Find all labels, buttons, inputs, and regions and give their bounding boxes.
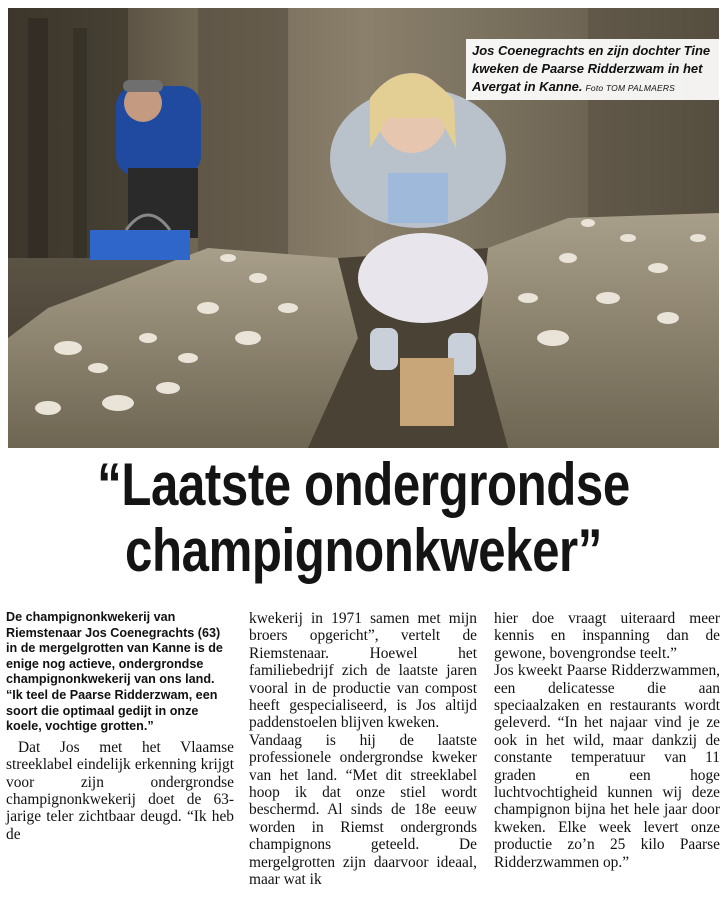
article-column-1 xyxy=(6,610,234,843)
article-lead: De champignonkwekerij van Riemstenaar Jos Coenegrachts (63) in de mergelgrotten van Kanne is de enige nog actieve, ondergrondse champignonkwekerij van ons land. “Ik teel de Paarse Ridderzwam, een soort die optimaal gedijt in onze koele, vochtige grotten.” xyxy=(6,610,223,734)
headline-line-1: “Laatste ondergrondse xyxy=(97,451,630,518)
photo-caption: Jos Coenegrachts en zijn dochter Tine kweken de Paarse Ridderzwam in het Avergat in Kanne. xyxy=(472,43,711,94)
headline-line-2: champignonkweker” xyxy=(125,517,602,584)
article-column-2 xyxy=(249,610,477,889)
article-paragraph: Jos kweekt Paarse Ridderzwammen, een delicatesse die aan speciaalzaken en restaurants wordt geleverd. “In het najaar vind je ze ook in het wild, maar dankzij de constante temperatuur van 11 graden en een hoge luchtvochtigheid kunnen wij deze champignon bijna het hele jaar door kweken. Elke week levert onze productie zo’n 25 kilo Paarse Ridderzwammen op.” xyxy=(494,662,720,871)
photo-caption-box xyxy=(466,39,719,100)
article-column-3 xyxy=(494,610,720,871)
article-photo xyxy=(8,8,719,448)
article-paragraph: hier doe vraagt uiteraard meer kennis en inspanning dan de gewone, bovengrondse teelt.” xyxy=(494,610,720,662)
photo-credit: Foto TOM PALMAERS xyxy=(585,83,676,93)
article-paragraph: Vandaag is hij de laatste professionele ondergrondse kweker van het land. “Met dit streeklabel hoop ik dat onze stiel wordt beschermd. Al sinds de 18e eeuw worden in Riemst ondergronds champignons geteeld. De mergelgrotten zijn daarvoor ideaal, maar wat ik xyxy=(249,731,477,889)
headline xyxy=(65,452,661,584)
article-paragraph: kwekerij in 1971 samen met mijn broers opgericht”, vertelt de Riemstenaar. Hoewel het familiebedrijf zich de laatste jaren vooral in de productie van compost heeft gespecialiseerd, is Jos altijd paddenstoelen blijven kweken. xyxy=(249,610,477,732)
article-paragraph: Dat Jos met het Vlaamse streeklabel eindelijk erkenning krijgt voor zijn ondergrondse champignonkwekerij doet de 63-jarige teler zichtbaar deugd. “Ik heb de xyxy=(6,738,234,843)
